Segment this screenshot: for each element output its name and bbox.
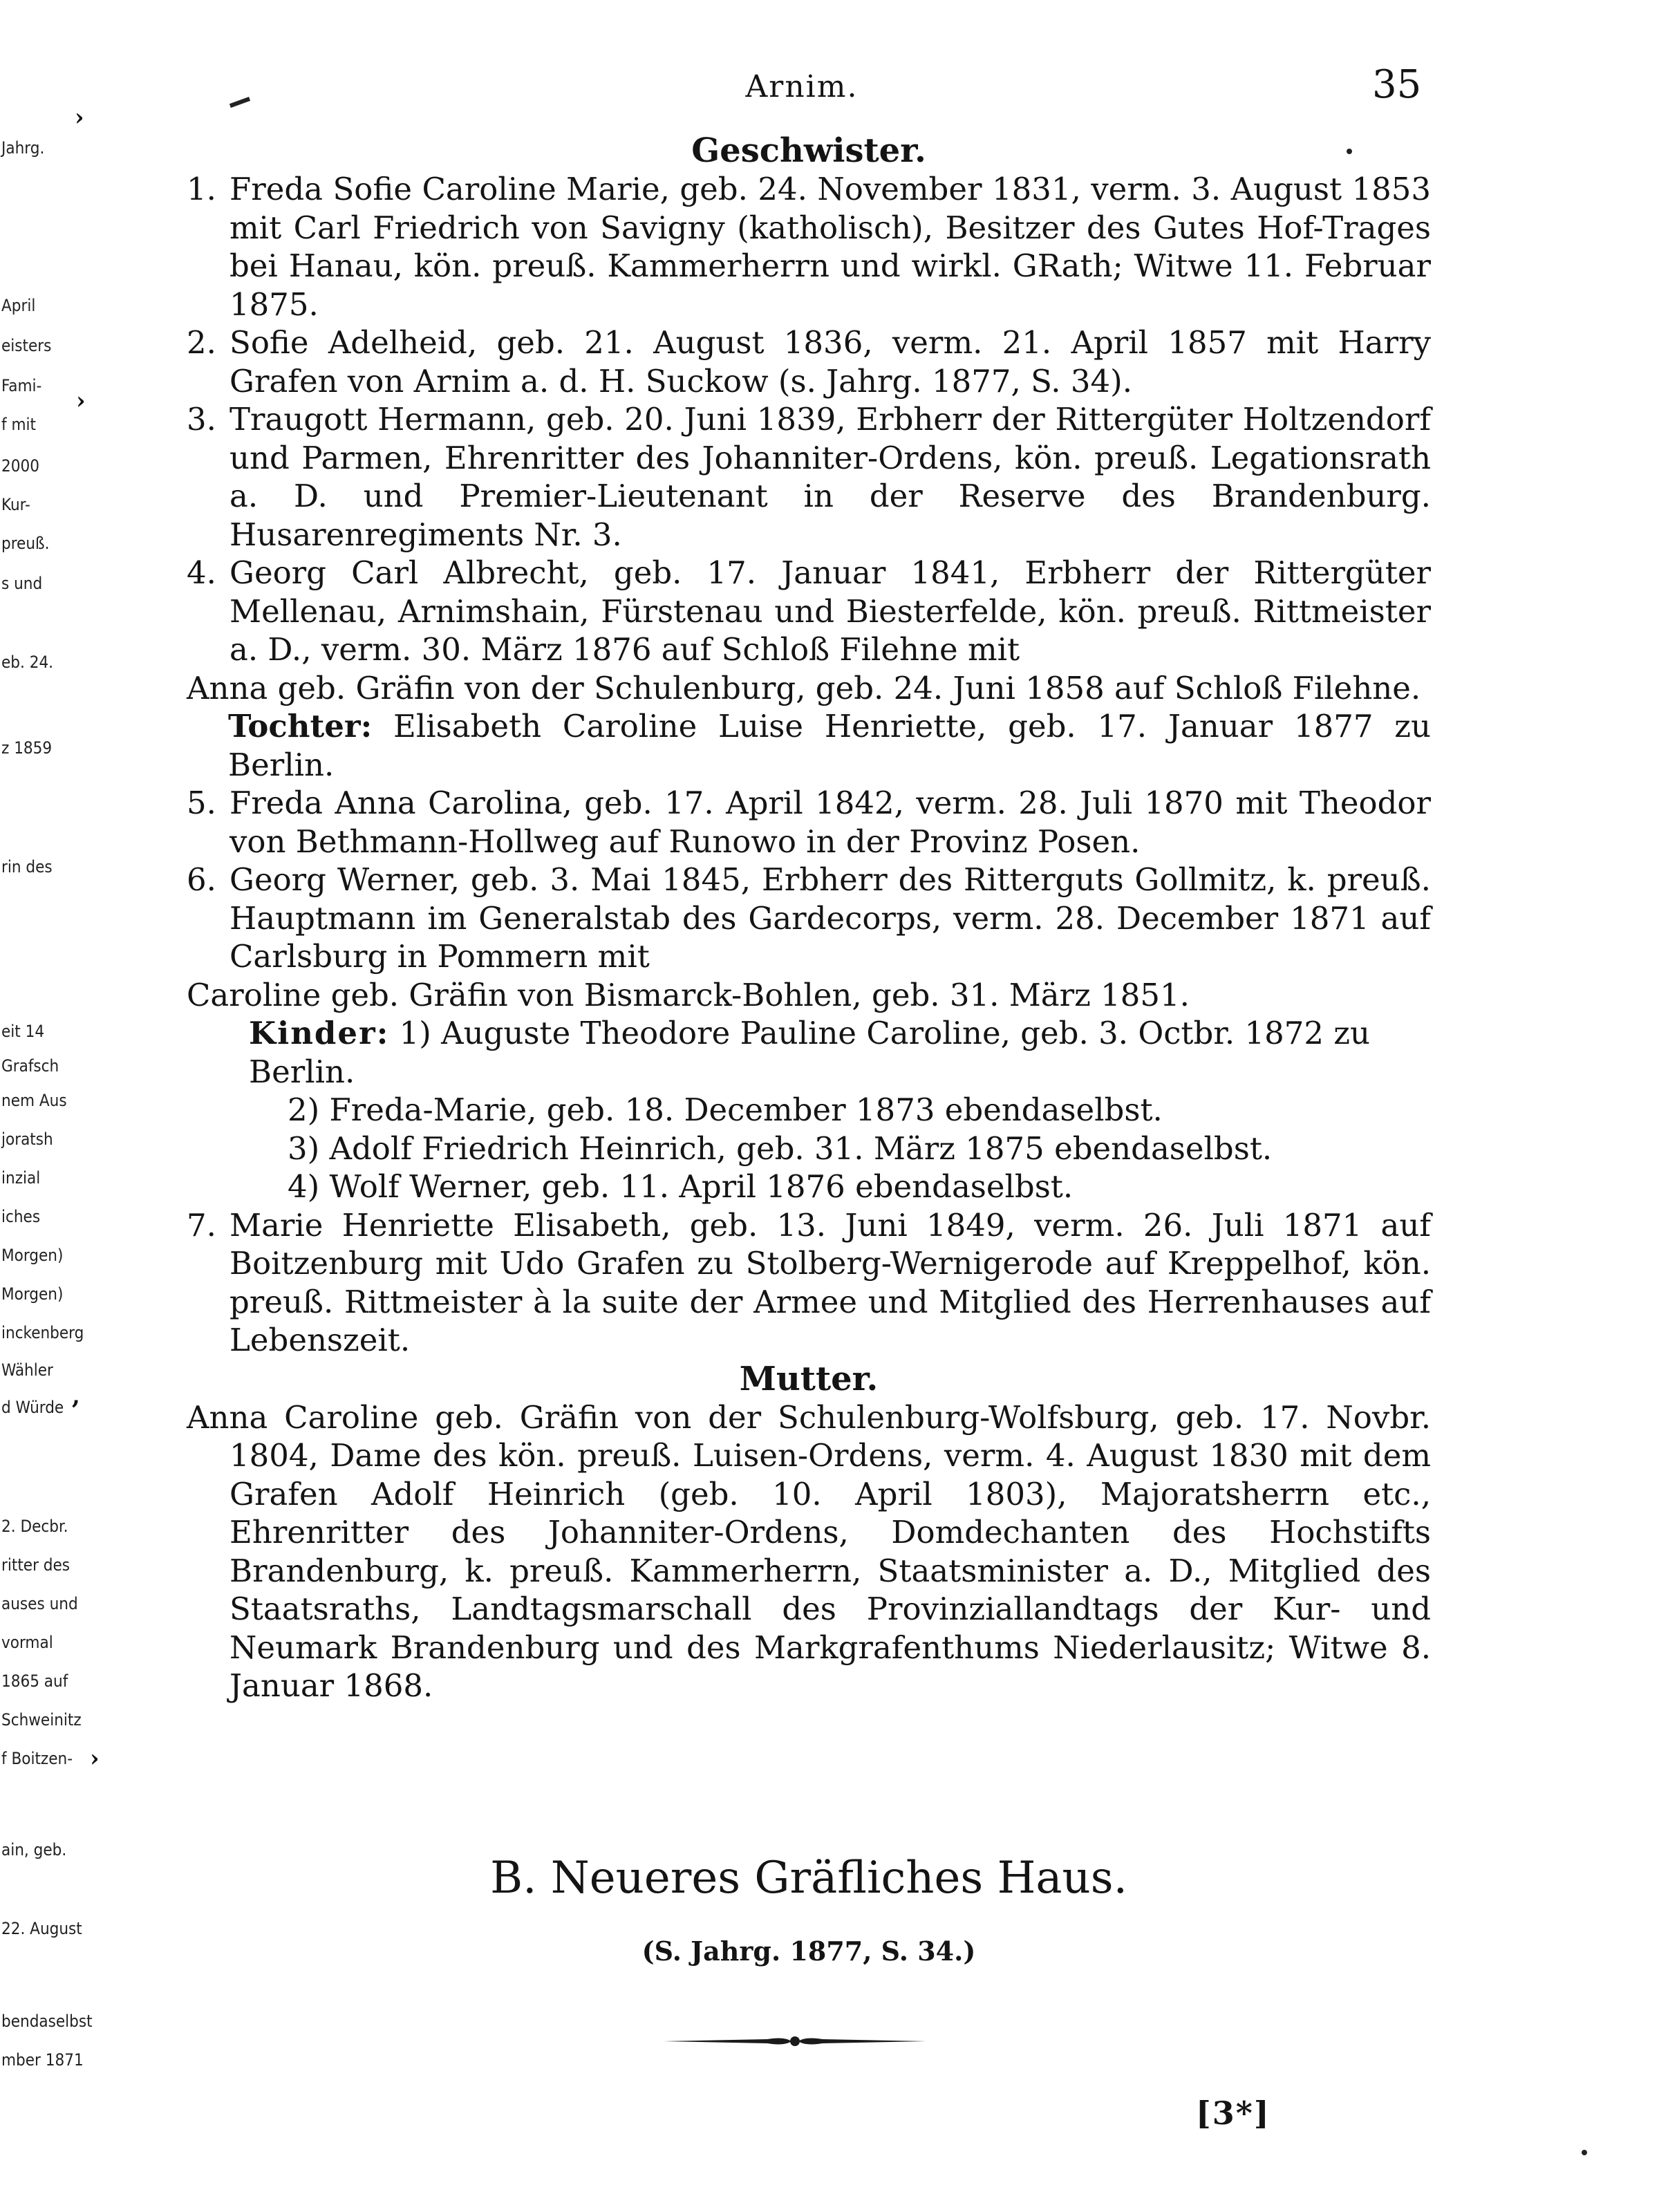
ornament-rule bbox=[664, 2031, 926, 2052]
margin-fragment: Morgen) bbox=[1, 1284, 64, 1304]
sibling-entry bbox=[187, 1206, 1431, 1360]
margin-fragment: mber 1871 bbox=[1, 2050, 84, 2070]
sibling-entry bbox=[187, 324, 1431, 400]
text-block bbox=[187, 131, 1431, 1705]
section-heading-geschwister: Geschwister. bbox=[691, 131, 926, 170]
entry-number: 5. bbox=[187, 785, 216, 821]
margin-fragment: Morgen) bbox=[1, 1246, 64, 1265]
margin-fragment: d Würde bbox=[1, 1398, 64, 1417]
header-dash bbox=[229, 97, 250, 108]
margin-fragment: Jahrg. bbox=[1, 138, 45, 158]
entry-text: Traugott Hermann, geb. 20. Juni 1839, Erbherr der Rittergüter Holtzendorf und Parmen, Ehrenritter des Johanniter-Ordens, kön. preuß. Legationsrath a. D. und Premier-Lieutenant in der Reserve des Brandenburg. Husarenregiments Nr. 3. bbox=[229, 401, 1431, 553]
entry-number: 7. bbox=[187, 1206, 216, 1244]
margin-mark: › bbox=[76, 387, 86, 415]
margin-fragment: 22. August bbox=[1, 1919, 82, 1938]
sibling-entry bbox=[187, 400, 1431, 554]
child-line bbox=[187, 1014, 1431, 1091]
signature-mark: [3*] bbox=[1196, 2094, 1271, 2132]
margin-fragment: ritter des bbox=[1, 1555, 71, 1575]
margin-fragment: inckenberg bbox=[1, 1323, 84, 1342]
sibling-entry bbox=[187, 554, 1431, 669]
section-b-title: B. Neueres Gräfliches Haus. bbox=[490, 1853, 1127, 1904]
entry-number: 1. bbox=[187, 171, 216, 207]
margin-fragment: Grafsch bbox=[1, 1056, 59, 1076]
children-label: Kinder: bbox=[249, 1015, 390, 1051]
margin-fragment: ain, geb. bbox=[1, 1840, 67, 1859]
print-speck bbox=[1347, 149, 1352, 154]
entry-text: Georg Werner, geb. 3. Mai 1845, Erbherr des Ritterguts Gollmitz, k. preuß. Hauptmann im Generalstab des Gardecorps, verm. 28. December 1871 auf Carlsburg in Pommern mit bbox=[229, 861, 1431, 975]
margin-mark: › bbox=[75, 104, 84, 131]
sibling-entry bbox=[187, 170, 1431, 324]
entry-number: 4. bbox=[187, 554, 216, 591]
margin-fragment: f Boitzen- bbox=[1, 1749, 73, 1768]
margin-fragment: s und bbox=[1, 574, 43, 593]
running-header-title: Arnim. bbox=[745, 69, 859, 104]
daughter-text: Elisabeth Caroline Luise Henriette, geb. 17. Januar 1877 zu Berlin. bbox=[228, 708, 1431, 783]
facing-page-margin bbox=[0, 0, 97, 2212]
entry-number: 6. bbox=[187, 861, 216, 898]
margin-fragment: joratsh bbox=[1, 1130, 53, 1149]
child-line: 4) Wolf Werner, geb. 11. April 1876 ebendaselbst. bbox=[288, 1168, 1074, 1205]
margin-fragment: 1865 auf bbox=[1, 1671, 68, 1691]
section-heading-mutter: Mutter. bbox=[739, 1359, 879, 1398]
section-b-reference: (S. Jahrg. 1877, S. 34.) bbox=[641, 1936, 976, 1967]
margin-fragment: rin des bbox=[1, 857, 53, 877]
margin-fragment: eit 14 bbox=[1, 1022, 45, 1041]
margin-fragment: eisters bbox=[1, 336, 52, 355]
daughter-label: Tochter: bbox=[228, 708, 373, 744]
entry-number: 3. bbox=[187, 401, 216, 438]
margin-fragment: eb. 24. bbox=[1, 653, 54, 672]
margin-fragment: inzial bbox=[1, 1168, 41, 1188]
entry-text: Freda Anna Carolina, geb. 17. April 1842, verm. 28. Juli 1870 mit Theodor von Bethmann-Hollweg auf Runowo in der Provinz Posen. bbox=[229, 785, 1431, 860]
margin-fragment: Schweinitz bbox=[1, 1710, 82, 1730]
child-line: 2) Freda-Marie, geb. 18. December 1873 ebendaselbst. bbox=[288, 1091, 1163, 1128]
margin-fragment: f mit bbox=[1, 415, 36, 434]
margin-fragment: iches bbox=[1, 1207, 41, 1226]
sibling-entry bbox=[187, 861, 1431, 976]
sibling-entry bbox=[187, 784, 1431, 861]
margin-fragment: 2000 bbox=[1, 456, 39, 476]
entry-number: 2. bbox=[187, 324, 216, 361]
entry-text: Sofie Adelheid, geb. 21. August 1836, verm. 21. April 1857 mit Harry Grafen von Arnim a. d. H. Suckow (s. Jahrg. 1877, S. 34). bbox=[229, 324, 1431, 400]
mother-entry: Anna Caroline geb. Gräfin von der Schulenburg-Wolfsburg, geb. 17. Novbr. 1804, Dame des kön. preuß. Luisen-Ordens, verm. 4. August 1830 mit dem Grafen Adolf Heinrich (geb. 10. April 1803), Majoratsherrn etc., Ehrenritter des Johanniter-Ordens, Domdechanten des Hochstifts Brandenburg, k. preuß. Kammerherrn, Staatsminister a. D., Mitglied des Staatsraths, Landtagsmarschall des Provinziallandtags der Kur- und Neumark Brandenburg und des Markgrafenthums Niederlausitz; Witwe 8. Januar 1868. bbox=[187, 1398, 1431, 1704]
margin-fragment: Wähler bbox=[1, 1360, 53, 1380]
margin-mark: , bbox=[72, 1382, 80, 1410]
margin-fragment: auses und bbox=[1, 1594, 78, 1613]
margin-fragment: vormal bbox=[1, 1633, 53, 1652]
margin-fragment: Kur- bbox=[1, 495, 30, 514]
margin-fragment: preuß. bbox=[1, 534, 50, 553]
entry-text: Marie Henriette Elisabeth, geb. 13. Juni 1849, verm. 26. Juli 1871 auf Boitzenburg mit Udo Grafen zu Stolberg-Wernigerode auf Kreppelhof, kön. preuß. Rittmeister à la suite der Armee und Mitglied des Herrenhauses auf Lebenszeit. bbox=[229, 1206, 1431, 1358]
child-text: 1) Auguste Theodore Pauline Caroline, geb. 3. Octbr. 1872 zu Berlin. bbox=[249, 1015, 1370, 1090]
margin-fragment: nem Aus bbox=[1, 1091, 67, 1110]
entry-text: Freda Sofie Caroline Marie, geb. 24. November 1831, verm. 3. August 1853 mit Carl Friedrich von Savigny (katholisch), Besitzer des Gutes Hof-Trages bei Hanau, kön. preuß. Kammerherrn und wirkl. GRath; Witwe 11. Februar 1875. bbox=[229, 171, 1431, 323]
margin-fragment: Fami- bbox=[1, 376, 42, 395]
margin-fragment: bendaselbst bbox=[1, 2012, 93, 2031]
margin-fragment: 2. Decbr. bbox=[1, 1517, 68, 1536]
entry-text: Georg Carl Albrecht, geb. 17. Januar 1841, Erbherr der Rittergüter Mellenau, Arnimshain, Fürstenau und Biesterfelde, kön. preuß. Rittmeister a. D., verm. 30. März 1876 auf Schloß Filehne mit bbox=[229, 554, 1431, 668]
margin-mark: › bbox=[90, 1745, 100, 1772]
spouse-line: Anna geb. Gräfin von der Schulenburg, geb. 24. Juni 1858 auf Schloß Filehne. bbox=[187, 669, 1421, 706]
margin-fragment: April bbox=[1, 296, 36, 315]
daughter-line bbox=[187, 707, 1431, 784]
margin-fragment: z 1859 bbox=[1, 738, 53, 758]
print-speck bbox=[1582, 2150, 1587, 2155]
child-line: 3) Adolf Friedrich Heinrich, geb. 31. März 1875 ebendaselbst. bbox=[288, 1130, 1273, 1167]
page-number: 35 bbox=[1372, 62, 1422, 107]
spouse-line: Caroline geb. Gräfin von Bismarck-Bohlen, geb. 31. März 1851. bbox=[187, 976, 1190, 1013]
